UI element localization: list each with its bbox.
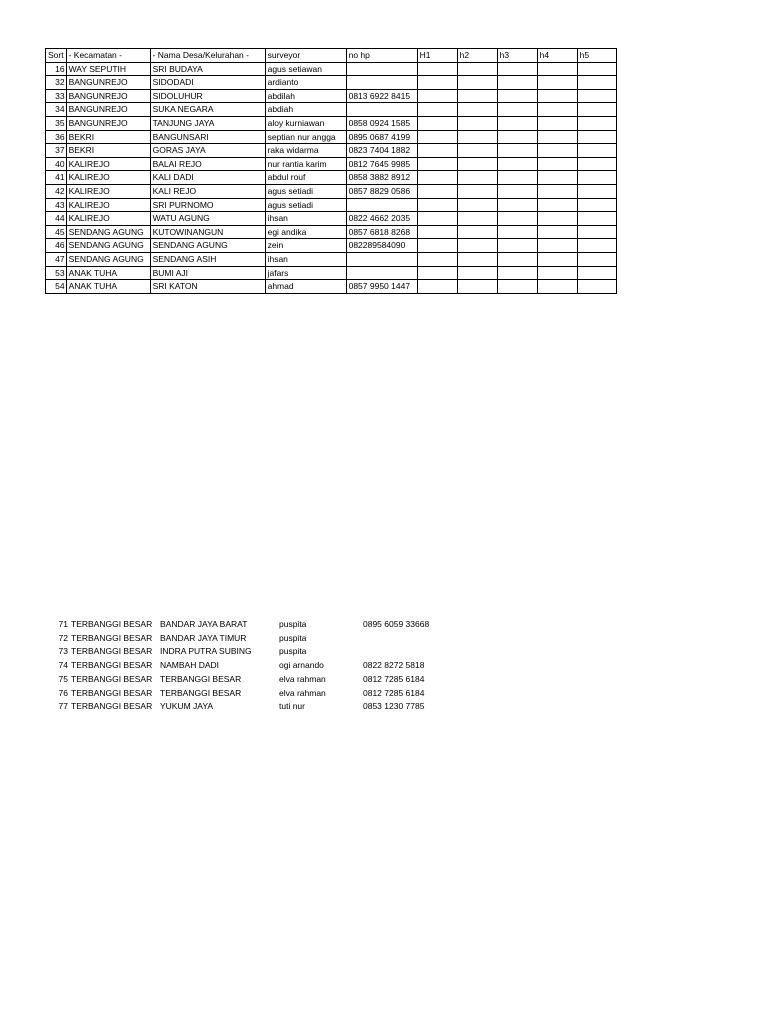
header-h4: h4: [537, 49, 577, 63]
cell-kecamatan: SENDANG AGUNG: [66, 252, 150, 266]
cell-desa: TANJUNG JAYA: [150, 116, 265, 130]
header-kecamatan: - Kecamatan -: [66, 49, 150, 63]
cell-h5: [577, 76, 616, 90]
cell-no-hp: 0895 6059 33668: [363, 619, 430, 629]
table-row: [46, 212, 617, 226]
cell-h4: [537, 198, 577, 212]
cell-surveyor: septian nur angga: [265, 130, 346, 144]
cell-sort: 71: [58, 619, 68, 629]
cell-desa: BANDAR JAYA BARAT: [160, 619, 248, 629]
header-h2: h2: [457, 49, 497, 63]
cell-h4: [537, 171, 577, 185]
cell-h3: [497, 212, 537, 226]
cell-sort: 42: [46, 184, 67, 198]
cell-sort: 33: [46, 89, 67, 103]
cell-h1: [417, 225, 457, 239]
cell-desa: SENDANG AGUNG: [150, 239, 265, 253]
cell-surveyor: agus setiawan: [265, 62, 346, 76]
cell-h1: [417, 89, 457, 103]
cell-h4: [537, 144, 577, 158]
cell-h5: [577, 252, 616, 266]
cell-kecamatan: SENDANG AGUNG: [66, 239, 150, 253]
cell-sort: 32: [46, 76, 67, 90]
cell-h1: [417, 239, 457, 253]
cell-kecamatan: ANAK TUHA: [66, 280, 150, 294]
cell-surveyor: ardianto: [265, 76, 346, 90]
cell-desa: KALI REJO: [150, 184, 265, 198]
cell-sort: 16: [46, 62, 67, 76]
table-row: [46, 130, 617, 144]
cell-h3: [497, 252, 537, 266]
cell-h3: [497, 184, 537, 198]
cell-h3: [497, 144, 537, 158]
cell-no-hp: 082289584090: [346, 239, 417, 253]
cell-h5: [577, 198, 616, 212]
cell-desa: SRI PURNOMO: [150, 198, 265, 212]
cell-surveyor: zein: [265, 239, 346, 253]
cell-h4: [537, 252, 577, 266]
cell-surveyor: puspita: [279, 619, 307, 629]
cell-h1: [417, 130, 457, 144]
header-no-hp: no hp: [346, 49, 417, 63]
cell-surveyor: raka widarma: [265, 144, 346, 158]
survey-table-terbanggi: [45, 618, 451, 714]
cell-h4: [537, 76, 577, 90]
cell-h5: [577, 89, 616, 103]
cell-h2: [457, 62, 497, 76]
cell-sort: 75: [58, 673, 68, 684]
cell-kecamatan: TERBANGGI BESAR: [71, 701, 153, 712]
cell-no-hp: 0813 6922 8415: [346, 89, 417, 103]
cell-surveyor: tuti nur: [279, 701, 305, 712]
table-row: [46, 239, 617, 253]
cell-h1: [417, 184, 457, 198]
cell-h3: [497, 157, 537, 171]
cell-kecamatan: TERBANGGI BESAR: [71, 619, 153, 629]
cell-surveyor: puspita: [279, 646, 307, 657]
cell-no-hp: 0857 9950 1447: [346, 280, 417, 294]
cell-h4: [537, 116, 577, 130]
table-row: [46, 116, 617, 130]
table-row: [46, 280, 617, 294]
header-h3: h3: [497, 49, 537, 63]
cell-surveyor: ahmad: [265, 280, 346, 294]
cell-desa: TERBANGGI BESAR: [160, 673, 242, 684]
cell-h5: [577, 239, 616, 253]
cell-sort: 76: [58, 687, 68, 698]
cell-h5: [577, 144, 616, 158]
cell-sort: 74: [58, 660, 68, 671]
cell-surveyor: ihsan: [265, 212, 346, 226]
cell-kecamatan: BEKRI: [66, 144, 150, 158]
table-row: [46, 103, 617, 117]
table-row: [46, 76, 617, 90]
cell-surveyor: agus setiadi: [265, 198, 346, 212]
cell-kecamatan: BANGUNREJO: [66, 116, 150, 130]
header-sort: Sort: [46, 49, 67, 63]
cell-no-hp: 0857 8829 0586: [346, 184, 417, 198]
cell-no-hp: [346, 252, 417, 266]
cell-h2: [457, 239, 497, 253]
cell-h4: [537, 225, 577, 239]
cell-surveyor: ihsan: [265, 252, 346, 266]
table-row: [45, 618, 451, 632]
cell-sort: 37: [46, 144, 67, 158]
header-h1: H1: [417, 49, 457, 63]
cell-kecamatan: TERBANGGI BESAR: [71, 632, 153, 643]
cell-desa: SIDOLUHUR: [150, 89, 265, 103]
cell-h3: [497, 239, 537, 253]
cell-kecamatan: KALIREJO: [66, 198, 150, 212]
header-h5: h5: [577, 49, 616, 63]
cell-h3: [497, 266, 537, 280]
cell-h5: [577, 130, 616, 144]
table-row: [45, 700, 451, 714]
cell-no-hp: 0812 7285 6184: [363, 687, 425, 698]
cell-kecamatan: KALIREJO: [66, 184, 150, 198]
cell-kecamatan: WAY SEPUTIH: [66, 62, 150, 76]
cell-h5: [577, 225, 616, 239]
cell-h2: [457, 130, 497, 144]
cell-h5: [577, 280, 616, 294]
cell-h3: [497, 130, 537, 144]
table-row: [46, 184, 617, 198]
cell-no-hp: [346, 266, 417, 280]
cell-kecamatan: TERBANGGI BESAR: [71, 687, 153, 698]
cell-no-hp: 0858 0924 1585: [346, 116, 417, 130]
cell-no-hp: [361, 632, 451, 646]
cell-no-hp: 0812 7645 9985: [346, 157, 417, 171]
cell-kecamatan: TERBANGGI BESAR: [71, 673, 153, 684]
cell-no-hp: [346, 76, 417, 90]
cell-h1: [417, 252, 457, 266]
cell-sort: 72: [58, 632, 68, 643]
cell-surveyor: agus setiadi: [265, 184, 346, 198]
cell-no-hp: [346, 198, 417, 212]
table-row: [46, 225, 617, 239]
cell-kecamatan: TERBANGGI BESAR: [71, 660, 153, 671]
cell-h3: [497, 171, 537, 185]
cell-surveyor: elva rahman: [279, 673, 326, 684]
cell-sort: 34: [46, 103, 67, 117]
cell-no-hp: [361, 645, 451, 659]
cell-h4: [537, 89, 577, 103]
cell-h3: [497, 89, 537, 103]
cell-desa: BUMI AJI: [150, 266, 265, 280]
cell-h3: [497, 76, 537, 90]
cell-h4: [537, 184, 577, 198]
cell-surveyor: nur rantia karim: [265, 157, 346, 171]
cell-h4: [537, 62, 577, 76]
cell-kecamatan: KALIREJO: [66, 212, 150, 226]
cell-sort: 54: [46, 280, 67, 294]
cell-surveyor: elva rahman: [279, 687, 326, 698]
cell-h5: [577, 157, 616, 171]
cell-h4: [537, 103, 577, 117]
cell-h2: [457, 89, 497, 103]
cell-no-hp: [346, 103, 417, 117]
cell-h5: [577, 62, 616, 76]
cell-sort: 53: [46, 266, 67, 280]
table-row: [45, 645, 451, 659]
cell-h2: [457, 184, 497, 198]
cell-surveyor: abdul rouf: [265, 171, 346, 185]
cell-no-hp: 0823 7404 1882: [346, 144, 417, 158]
cell-h2: [457, 171, 497, 185]
cell-h4: [537, 130, 577, 144]
cell-surveyor: abdilah: [265, 89, 346, 103]
cell-kecamatan: BANGUNREJO: [66, 103, 150, 117]
cell-no-hp: 0853 1230 7785: [363, 701, 425, 712]
table-header-row: [46, 49, 617, 63]
table-row: [46, 144, 617, 158]
cell-surveyor: egi andika: [265, 225, 346, 239]
cell-no-hp: 0857 6818 8268: [346, 225, 417, 239]
cell-no-hp: 0812 7285 6184: [363, 673, 425, 684]
cell-no-hp: 0822 8272 5818: [363, 660, 425, 671]
cell-h2: [457, 103, 497, 117]
cell-h1: [417, 103, 457, 117]
cell-desa: NAMBAH DADI: [160, 660, 220, 671]
cell-sort: 41: [46, 171, 67, 185]
cell-h2: [457, 76, 497, 90]
cell-h2: [457, 157, 497, 171]
cell-h1: [417, 62, 457, 76]
cell-h4: [537, 239, 577, 253]
cell-sort: 47: [46, 252, 67, 266]
cell-h1: [417, 198, 457, 212]
cell-kecamatan: ANAK TUHA: [66, 266, 150, 280]
table-row: [45, 632, 451, 646]
cell-h3: [497, 103, 537, 117]
cell-surveyor: abdiah: [265, 103, 346, 117]
cell-desa: BALAI REJO: [150, 157, 265, 171]
cell-h5: [577, 212, 616, 226]
cell-h1: [417, 266, 457, 280]
cell-desa: GORAS JAYA: [150, 144, 265, 158]
cell-desa: SRI KATON: [150, 280, 265, 294]
cell-h2: [457, 252, 497, 266]
cell-h5: [577, 103, 616, 117]
cell-desa: WATU AGUNG: [150, 212, 265, 226]
cell-kecamatan: BANGUNREJO: [66, 89, 150, 103]
table-row: [45, 673, 451, 687]
cell-desa: SIDODADI: [150, 76, 265, 90]
cell-sort: 77: [58, 701, 68, 712]
cell-no-hp: 0895 0687 4199: [346, 130, 417, 144]
cell-sort: 46: [46, 239, 67, 253]
cell-h4: [537, 266, 577, 280]
cell-kecamatan: SENDANG AGUNG: [66, 225, 150, 239]
table-row: [45, 687, 451, 701]
cell-h2: [457, 212, 497, 226]
cell-h5: [577, 116, 616, 130]
survey-table: [45, 48, 617, 294]
cell-desa: YUKUM JAYA: [160, 701, 214, 712]
cell-h1: [417, 157, 457, 171]
cell-desa: SUKA NEGARA: [150, 103, 265, 117]
cell-h4: [537, 280, 577, 294]
cell-h2: [457, 116, 497, 130]
cell-sort: 43: [46, 198, 67, 212]
cell-h2: [457, 144, 497, 158]
cell-h1: [417, 76, 457, 90]
header-surveyor: surveyor: [265, 49, 346, 63]
cell-desa: INDRA PUTRA SUBING: [160, 646, 252, 657]
cell-h5: [577, 171, 616, 185]
cell-sort: 44: [46, 212, 67, 226]
cell-no-hp: 0822 4662 2035: [346, 212, 417, 226]
cell-h1: [417, 144, 457, 158]
table-row: [46, 157, 617, 171]
cell-h1: [417, 171, 457, 185]
cell-h2: [457, 266, 497, 280]
cell-surveyor: aloy kurniawan: [265, 116, 346, 130]
cell-sort: 35: [46, 116, 67, 130]
cell-no-hp: 0858 3882 8912: [346, 171, 417, 185]
table-row: [46, 266, 617, 280]
cell-surveyor: puspita: [279, 632, 307, 643]
cell-desa: TERBANGGI BESAR: [160, 687, 242, 698]
cell-h4: [537, 157, 577, 171]
table-row: [45, 659, 451, 673]
cell-desa: SENDANG ASIH: [150, 252, 265, 266]
header-desa: - Nama Desa/Kelurahan -: [150, 49, 265, 63]
table-row: [46, 89, 617, 103]
cell-desa: BANGUNSARI: [150, 130, 265, 144]
table-row: [46, 198, 617, 212]
cell-kecamatan: BANGUNREJO: [66, 76, 150, 90]
cell-sort: 45: [46, 225, 67, 239]
cell-desa: KUTOWINANGUN: [150, 225, 265, 239]
table-row: [46, 62, 617, 76]
cell-kecamatan: TERBANGGI BESAR: [71, 646, 153, 657]
cell-h2: [457, 280, 497, 294]
cell-h1: [417, 280, 457, 294]
cell-kecamatan: BEKRI: [66, 130, 150, 144]
cell-h3: [497, 280, 537, 294]
cell-desa: KALI DADI: [150, 171, 265, 185]
cell-h5: [577, 184, 616, 198]
cell-h5: [577, 266, 616, 280]
table-row: [46, 252, 617, 266]
table-row: [46, 171, 617, 185]
cell-h2: [457, 198, 497, 212]
cell-sort: 73: [58, 646, 68, 657]
cell-desa: BANDAR JAYA TIMUR: [160, 632, 247, 643]
cell-h3: [497, 198, 537, 212]
cell-desa: SRI BUDAYA: [150, 62, 265, 76]
cell-h4: [537, 212, 577, 226]
cell-h3: [497, 225, 537, 239]
cell-sort: 40: [46, 157, 67, 171]
cell-kecamatan: KALIREJO: [66, 171, 150, 185]
cell-h2: [457, 225, 497, 239]
cell-h3: [497, 62, 537, 76]
cell-surveyor: ogi arnando: [279, 660, 324, 671]
cell-sort: 36: [46, 130, 67, 144]
cell-h1: [417, 116, 457, 130]
cell-surveyor: jafars: [265, 266, 346, 280]
cell-h3: [497, 116, 537, 130]
cell-h1: [417, 212, 457, 226]
cell-no-hp: [346, 62, 417, 76]
cell-kecamatan: KALIREJO: [66, 157, 150, 171]
